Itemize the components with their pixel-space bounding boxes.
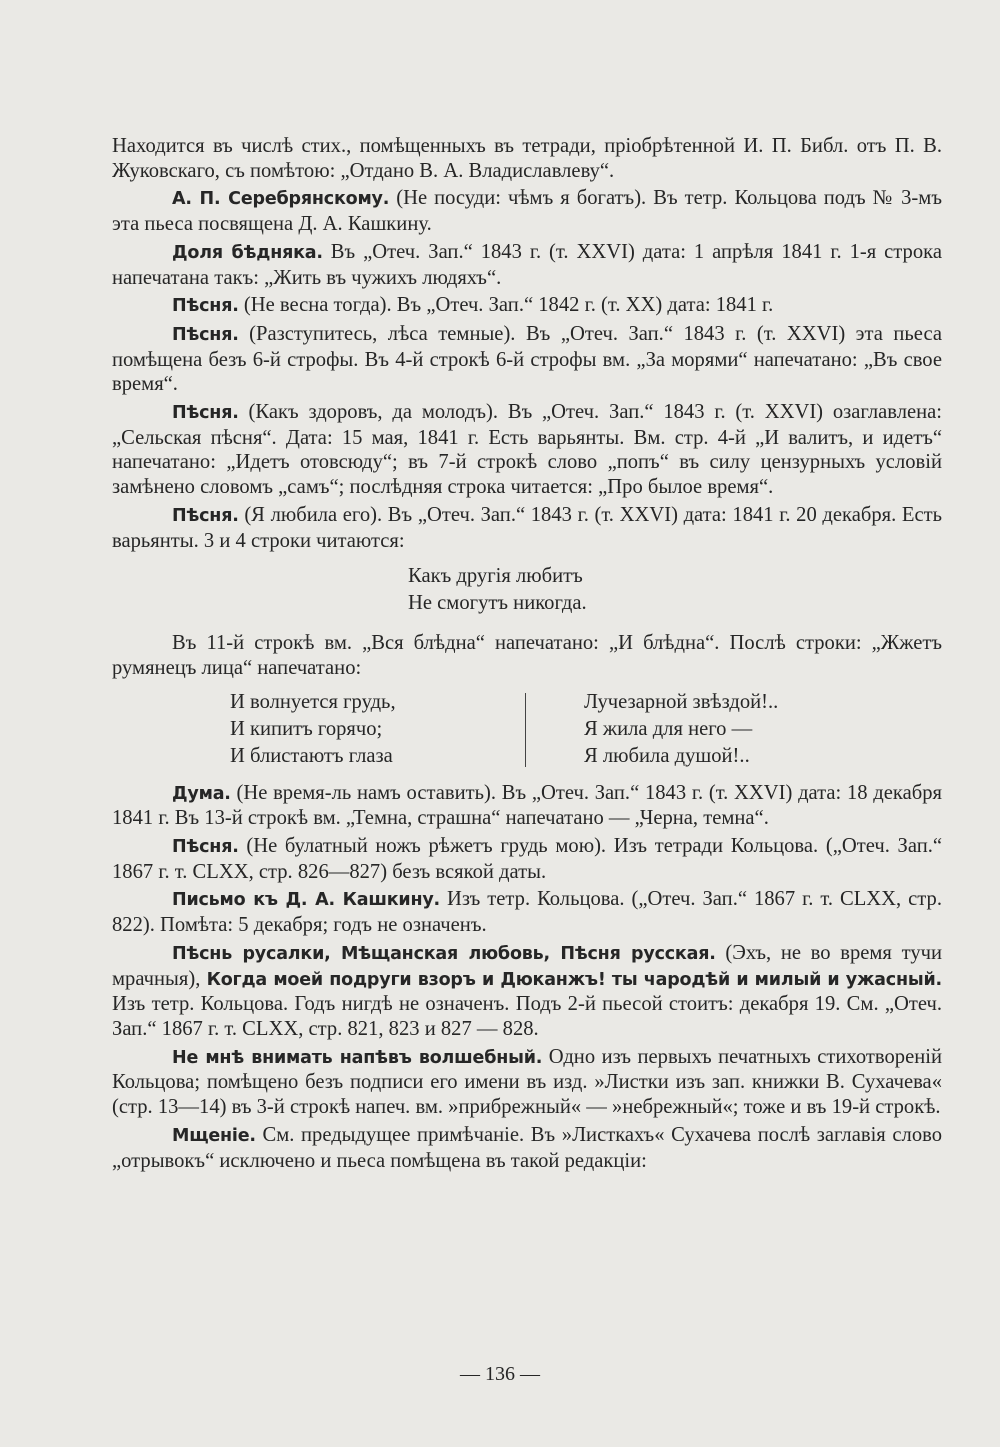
paragraph bbox=[112, 322, 942, 397]
entry-title: Дума. bbox=[172, 783, 231, 804]
verse-line: И блистаютъ глаза bbox=[230, 744, 393, 767]
entry-title: Пѣсня. bbox=[172, 324, 239, 345]
entry-title: Когда моей подруги взоръ и Дюканжъ! ты чародѣй и милый и ужасный. bbox=[200, 969, 942, 990]
entry-title: Пѣсня. bbox=[172, 505, 239, 526]
paragraph-text: Изъ тетр. Кольцова. („Отеч. Зап.“ 1867 г. т. CLXX, стр. 822). Помѣта: 5 декабря; годъ не означенъ. bbox=[112, 888, 942, 937]
paragraph-text: (Я любила его). Въ „Отеч. Зап.“ 1843 г. (т. XXVI) дата: 1841 г. 20 декабря. Есть варьянты. 3 и 4 строки читаются: bbox=[112, 503, 942, 552]
paragraph bbox=[112, 941, 942, 1042]
paragraph bbox=[112, 293, 942, 319]
entry-title: Доля бѣдняка. bbox=[172, 242, 323, 263]
verse-line: И кипитъ горячо; bbox=[230, 717, 383, 740]
paragraph-text: См. предыдущее примѣчаніе. Въ »Листкахъ« Сухачева послѣ заглавія слово „отрывокъ“ исключено и пьеса помѣщена въ такой редакціи: bbox=[112, 1123, 942, 1172]
paragraph bbox=[112, 240, 942, 290]
verse-line: Я любила душой!.. bbox=[584, 744, 750, 767]
paragraph bbox=[112, 1045, 942, 1120]
entry-title: А. П. Серебрянскому. bbox=[172, 189, 390, 210]
entry-title: Мщеніе. bbox=[172, 1125, 256, 1146]
paragraph-text: Въ 11-й строкѣ вм. „Вся блѣдна“ напечатано: „И блѣдна“. Послѣ строки: „Жжетъ румянецъ лица“ напечатано: bbox=[112, 632, 942, 679]
page-text bbox=[112, 134, 942, 1173]
verse-line: Не смогутъ никогда. bbox=[408, 592, 587, 615]
verse-line: И волнуется грудь, bbox=[230, 690, 396, 713]
paragraph bbox=[112, 400, 942, 500]
paragraph-text: Одно изъ первыхъ печатныхъ стихотвореній Кольцова; помѣщено безъ подписи его имени въ изд. »Листки изъ зап. книжки В. Сухачева« (стр. 13—14) въ 3-й строкѣ напеч. вм. »прибрежный« — »небрежный«; тоже и въ 19-й строкѣ. bbox=[112, 1045, 942, 1119]
verse-line: Какъ другія любитъ bbox=[408, 565, 583, 588]
entry-title: Пѣсня. bbox=[172, 837, 239, 858]
paragraph bbox=[112, 1123, 942, 1173]
paragraph bbox=[112, 834, 942, 884]
paragraph bbox=[112, 887, 942, 937]
entry-title: Пѣсня. bbox=[172, 296, 239, 317]
entry-title: Пѣсня. bbox=[172, 403, 239, 424]
entry-title: Не мнѣ внимать напѣвъ волшебный. bbox=[172, 1047, 543, 1068]
paragraph-text: (Не посуди: чѣмъ я богатъ). Въ тетр. Кольцова подъ № 3-мъ эта пьеса посвящена Д. А. Кашкину. bbox=[112, 187, 942, 236]
paragraph-text: (Не время-ль намъ оставить). Въ „Отеч. Зап.“ 1843 г. (т. XXVI) дата: 18 декабря 1841 г. Въ 13-й строкѣ вм. „Темна, страшна“ напечатано — „Черна, темна“. bbox=[112, 781, 942, 830]
verse-quote bbox=[408, 563, 942, 617]
paragraph-text: (Эхъ, не во время тучи мрачныя), bbox=[112, 941, 942, 990]
paragraph bbox=[112, 134, 942, 183]
page-number: — 136 — bbox=[460, 1363, 540, 1385]
paragraph-text: Въ „Отеч. Зап.“ 1843 г. (т. XXVI) дата: 1 апрѣля 1841 г. 1-я строка напечатана такъ: „Жить въ чужихъ людяхъ“. bbox=[112, 240, 942, 289]
verse-line: Лучезарной звѣздой!.. bbox=[584, 690, 779, 713]
verse-column-right bbox=[584, 689, 778, 770]
verse-quote-two-column bbox=[112, 689, 942, 771]
paragraph-text: (Разступитесь, лѣса темные). Въ „Отеч. Зап.“ 1843 г. (т. XXVI) эта пьеса помѣщена безъ 6-й строфы. Въ 4-й строкѣ 6-й строфы вм. „За морями“ напечатано: „Въ свое время“. bbox=[112, 322, 942, 396]
paragraph-text: Находится въ числѣ стих., помѣщенныхъ въ тетради, пріобрѣтенной И. П. Библ. отъ П. В. Жуковскаго, съ помѣтою: „Отдано В. А. Владиславлеву“. bbox=[112, 135, 942, 182]
verse-column-left bbox=[230, 689, 396, 770]
paragraph bbox=[112, 503, 942, 553]
paragraph bbox=[112, 186, 942, 236]
column-divider bbox=[525, 693, 526, 767]
entry-title: Пѣснь русалки, Мѣщанская любовь, Пѣсня русская. bbox=[172, 943, 716, 964]
paragraph bbox=[112, 781, 942, 831]
paragraph bbox=[112, 631, 942, 680]
paragraph-text: Изъ тетр. Кольцова. Годъ нигдѣ не означенъ. Подъ 2-й пьесой стоитъ: декабря 19. См. „Отеч. Зап.“ 1867 г. т. CLXX, стр. 821, 823 и 827 — 828. bbox=[112, 993, 942, 1040]
paragraph-text: (Не булатный ножъ рѣжетъ грудь мою). Изъ тетради Кольцова. („Отеч. Зап.“ 1867 г. т. CLXX, стр. 826—827) безъ всякой даты. bbox=[112, 835, 942, 883]
paragraph-text: (Не весна тогда). Въ „Отеч. Зап.“ 1842 г. (т. XX) дата: 1841 г. bbox=[238, 294, 774, 317]
paragraph-text: (Какъ здоровъ, да молодъ). Въ „Отеч. Зап.“ 1843 г. (т. XXVI) озаглавлена: „Сельская пѣсня“. Дата: 15 мая, 1841 г. Есть варьянты. Вм. стр. 4-й „И валитъ, и идетъ“ напечатано: „Идетъ отовсюду“; въ 7-й строкѣ слово „попъ“ въ силу цензурныхъ условій замѣнено словомъ „самъ“; послѣдняя строка читается: „Про былое время“. bbox=[112, 401, 942, 499]
verse-line: Я жила для него — bbox=[584, 717, 753, 740]
entry-title: Письмо къ Д. А. Кашкину. bbox=[172, 890, 440, 911]
